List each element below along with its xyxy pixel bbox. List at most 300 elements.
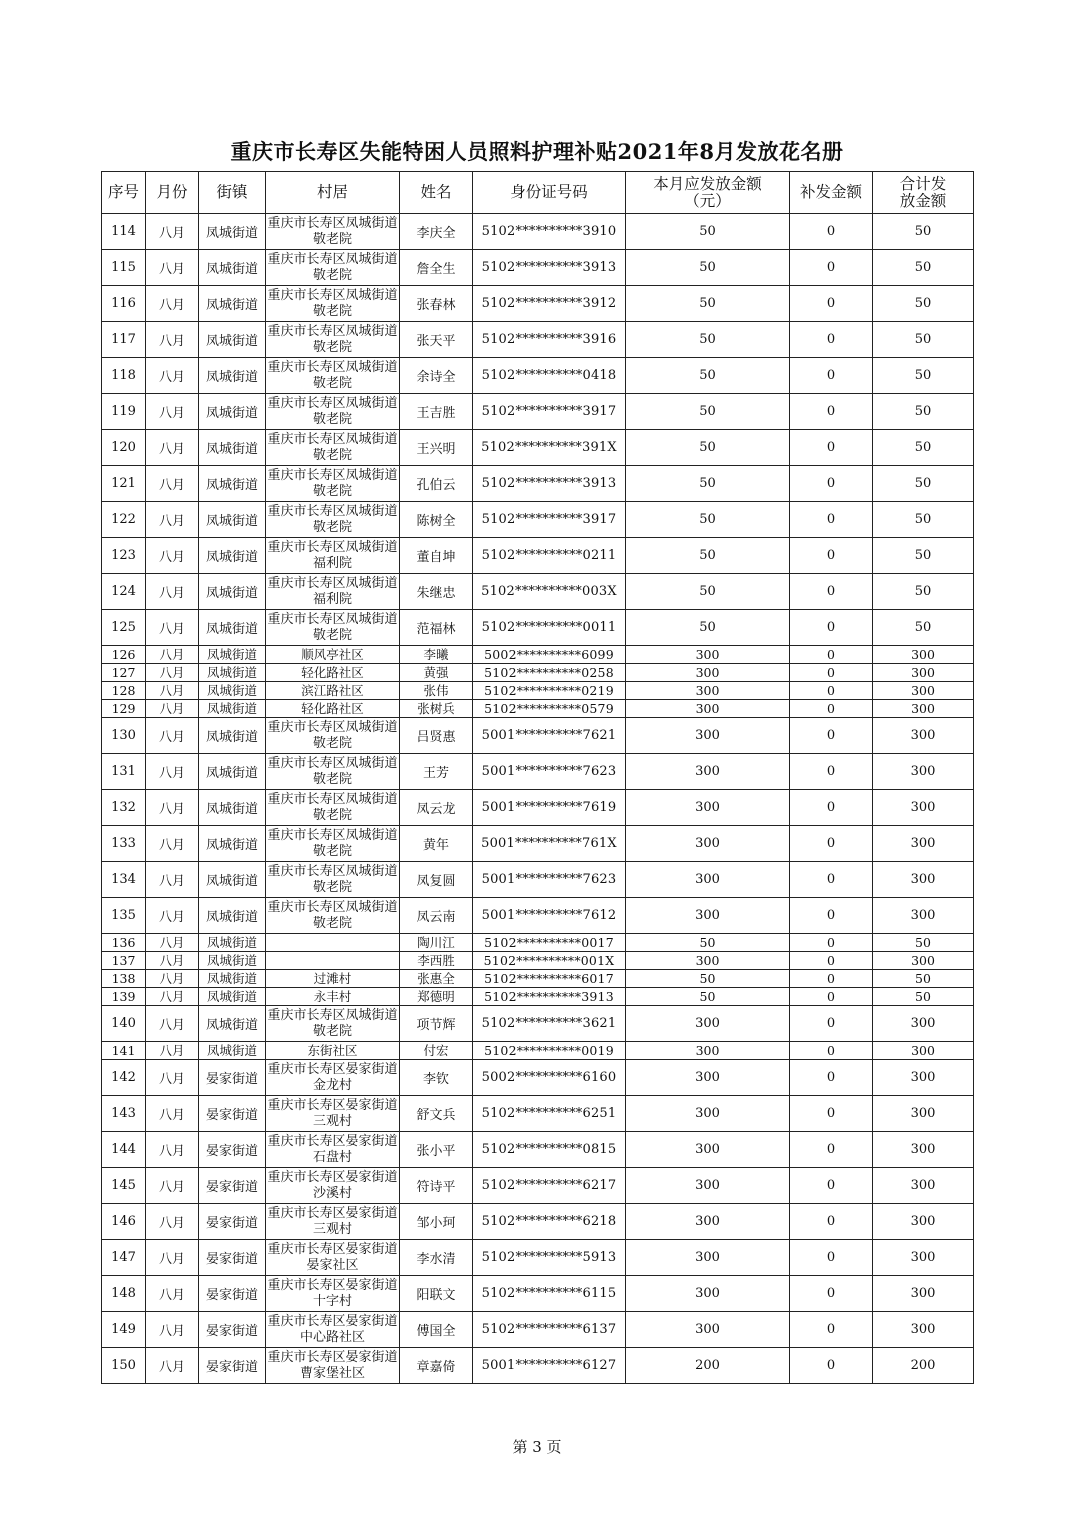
cell-name: 符诗平 [400, 1168, 473, 1204]
cell-amount: 300 [626, 826, 790, 862]
cell-supplement: 0 [790, 934, 873, 952]
cell-name: 董自坤 [400, 538, 473, 574]
cell-month: 八月 [146, 988, 199, 1006]
cell-supplement: 0 [790, 538, 873, 574]
cell-id: 5102**********3912 [473, 286, 626, 322]
cell-town: 凤城街道 [199, 358, 266, 394]
cell-total: 300 [873, 1204, 974, 1240]
cell-supplement: 0 [790, 898, 873, 934]
cell-no: 145 [102, 1168, 146, 1204]
cell-total: 300 [873, 862, 974, 898]
cell-name: 张天平 [400, 322, 473, 358]
table-row [102, 1006, 974, 1042]
cell-village: 重庆市长寿区凤城街道敬老院 [266, 790, 400, 826]
cell-id: 5102**********0019 [473, 1042, 626, 1060]
cell-month: 八月 [146, 1042, 199, 1060]
table-row [102, 430, 974, 466]
cell-no: 132 [102, 790, 146, 826]
cell-total: 300 [873, 700, 974, 718]
table-row [102, 682, 974, 700]
table-row [102, 466, 974, 502]
cell-supplement: 0 [790, 1240, 873, 1276]
cell-town: 凤城街道 [199, 862, 266, 898]
cell-amount: 300 [626, 700, 790, 718]
cell-name: 陶川江 [400, 934, 473, 952]
cell-month: 八月 [146, 610, 199, 646]
cell-name: 余诗全 [400, 358, 473, 394]
cell-name: 张春林 [400, 286, 473, 322]
cell-village: 顺风亭社区 [266, 646, 400, 664]
cell-month: 八月 [146, 1204, 199, 1240]
cell-no: 143 [102, 1096, 146, 1132]
cell-no: 122 [102, 502, 146, 538]
cell-amount: 50 [626, 394, 790, 430]
cell-supplement: 0 [790, 664, 873, 682]
cell-id: 5001**********7619 [473, 790, 626, 826]
cell-supplement: 0 [790, 646, 873, 664]
cell-id: 5102**********0258 [473, 664, 626, 682]
cell-town: 凤城街道 [199, 988, 266, 1006]
cell-no: 134 [102, 862, 146, 898]
cell-no: 142 [102, 1060, 146, 1096]
cell-total: 300 [873, 718, 974, 754]
cell-village: 重庆市长寿区凤城街道敬老院 [266, 250, 400, 286]
cell-town: 凤城街道 [199, 538, 266, 574]
cell-name: 付宏 [400, 1042, 473, 1060]
cell-village: 滨江路社区 [266, 682, 400, 700]
cell-supplement: 0 [790, 214, 873, 250]
cell-total: 50 [873, 250, 974, 286]
cell-total: 50 [873, 538, 974, 574]
cell-town: 凤城街道 [199, 646, 266, 664]
cell-amount: 50 [626, 466, 790, 502]
cell-town: 凤城街道 [199, 754, 266, 790]
roster-table [101, 171, 974, 1384]
cell-total: 300 [873, 1132, 974, 1168]
cell-amount: 50 [626, 214, 790, 250]
cell-total: 300 [873, 646, 974, 664]
table-row [102, 610, 974, 646]
table-row [102, 1042, 974, 1060]
cell-village: 重庆市长寿区凤城街道敬老院 [266, 394, 400, 430]
cell-amount: 300 [626, 1168, 790, 1204]
cell-name: 凤云南 [400, 898, 473, 934]
cell-name: 朱继忠 [400, 574, 473, 610]
cell-no: 131 [102, 754, 146, 790]
cell-month: 八月 [146, 466, 199, 502]
cell-village: 重庆市长寿区凤城街道敬老院 [266, 214, 400, 250]
table-row [102, 862, 974, 898]
cell-amount: 50 [626, 286, 790, 322]
cell-supplement: 0 [790, 1204, 873, 1240]
table-row [102, 214, 974, 250]
document-title: 重庆市长寿区失能特困人员照料护理补贴2021年8月发放花名册 [230, 139, 844, 164]
cell-village: 重庆市长寿区晏家街道中心路社区 [266, 1312, 400, 1348]
cell-village: 过滩村 [266, 970, 400, 988]
cell-id: 5102**********6217 [473, 1168, 626, 1204]
cell-town: 晏家街道 [199, 1240, 266, 1276]
cell-name: 邹小珂 [400, 1204, 473, 1240]
cell-id: 5102**********6218 [473, 1204, 626, 1240]
cell-total: 50 [873, 430, 974, 466]
cell-no: 147 [102, 1240, 146, 1276]
cell-id: 5102**********6115 [473, 1276, 626, 1312]
cell-town: 凤城街道 [199, 250, 266, 286]
table-row [102, 538, 974, 574]
cell-town: 晏家街道 [199, 1132, 266, 1168]
cell-total: 50 [873, 466, 974, 502]
cell-village: 重庆市长寿区晏家街道三观村 [266, 1204, 400, 1240]
cell-village: 重庆市长寿区晏家街道晏家社区 [266, 1240, 400, 1276]
cell-no: 123 [102, 538, 146, 574]
cell-village: 重庆市长寿区凤城街道敬老院 [266, 502, 400, 538]
cell-month: 八月 [146, 1276, 199, 1312]
cell-town: 凤城街道 [199, 898, 266, 934]
cell-town: 凤城街道 [199, 970, 266, 988]
cell-id: 5102**********3913 [473, 250, 626, 286]
cell-village [266, 952, 400, 970]
table-row [102, 1312, 974, 1348]
cell-no: 136 [102, 934, 146, 952]
cell-supplement: 0 [790, 394, 873, 430]
table-row [102, 898, 974, 934]
cell-name: 詹全生 [400, 250, 473, 286]
table-row [102, 394, 974, 430]
cell-no: 125 [102, 610, 146, 646]
cell-name: 傅国全 [400, 1312, 473, 1348]
cell-name: 舒文兵 [400, 1096, 473, 1132]
cell-supplement: 0 [790, 430, 873, 466]
cell-village: 重庆市长寿区凤城街道敬老院 [266, 718, 400, 754]
cell-name: 黄年 [400, 826, 473, 862]
cell-supplement: 0 [790, 574, 873, 610]
cell-town: 凤城街道 [199, 826, 266, 862]
cell-total: 50 [873, 988, 974, 1006]
cell-town: 晏家街道 [199, 1312, 266, 1348]
cell-town: 凤城街道 [199, 214, 266, 250]
table-row [102, 1096, 974, 1132]
cell-total: 50 [873, 322, 974, 358]
cell-month: 八月 [146, 1096, 199, 1132]
cell-supplement: 0 [790, 610, 873, 646]
cell-total: 50 [873, 970, 974, 988]
cell-supplement: 0 [790, 502, 873, 538]
cell-supplement: 0 [790, 1006, 873, 1042]
cell-village: 重庆市长寿区晏家街道三观村 [266, 1096, 400, 1132]
cell-supplement: 0 [790, 754, 873, 790]
cell-name: 李西胜 [400, 952, 473, 970]
cell-month: 八月 [146, 1168, 199, 1204]
cell-no: 116 [102, 286, 146, 322]
cell-village: 重庆市长寿区晏家街道沙溪村 [266, 1168, 400, 1204]
cell-id: 5001**********7612 [473, 898, 626, 934]
cell-amount: 300 [626, 790, 790, 826]
cell-id: 5102**********0011 [473, 610, 626, 646]
column-header-id: 身份证号码 [473, 172, 626, 214]
cell-town: 凤城街道 [199, 394, 266, 430]
table-row [102, 1060, 974, 1096]
cell-no: 115 [102, 250, 146, 286]
cell-town: 凤城街道 [199, 664, 266, 682]
column-header-amount: 本月应发放金额（元） [626, 172, 790, 214]
cell-name: 孔伯云 [400, 466, 473, 502]
cell-amount: 50 [626, 934, 790, 952]
cell-month: 八月 [146, 664, 199, 682]
cell-village: 轻化路社区 [266, 664, 400, 682]
cell-total: 300 [873, 664, 974, 682]
cell-total: 50 [873, 934, 974, 952]
cell-no: 121 [102, 466, 146, 502]
cell-amount: 300 [626, 898, 790, 934]
cell-supplement: 0 [790, 970, 873, 988]
cell-village: 东街社区 [266, 1042, 400, 1060]
cell-supplement: 0 [790, 358, 873, 394]
cell-id: 5001**********6127 [473, 1348, 626, 1384]
cell-town: 凤城街道 [199, 466, 266, 502]
cell-month: 八月 [146, 538, 199, 574]
table-row [102, 952, 974, 970]
cell-total: 200 [873, 1348, 974, 1384]
cell-supplement: 0 [790, 1042, 873, 1060]
cell-no: 119 [102, 394, 146, 430]
cell-name: 李钦 [400, 1060, 473, 1096]
cell-town: 晏家街道 [199, 1204, 266, 1240]
cell-total: 300 [873, 682, 974, 700]
cell-total: 300 [873, 1042, 974, 1060]
cell-supplement: 0 [790, 1168, 873, 1204]
cell-name: 阳联文 [400, 1276, 473, 1312]
cell-name: 凤复圆 [400, 862, 473, 898]
cell-town: 晏家街道 [199, 1348, 266, 1384]
cell-total: 300 [873, 1096, 974, 1132]
cell-month: 八月 [146, 1348, 199, 1384]
cell-amount: 300 [626, 1312, 790, 1348]
cell-month: 八月 [146, 430, 199, 466]
cell-total: 50 [873, 610, 974, 646]
cell-id: 5102**********0579 [473, 700, 626, 718]
cell-town: 晏家街道 [199, 1276, 266, 1312]
cell-month: 八月 [146, 826, 199, 862]
cell-id: 5102**********3917 [473, 394, 626, 430]
cell-name: 凤云龙 [400, 790, 473, 826]
cell-town: 凤城街道 [199, 502, 266, 538]
cell-name: 王兴明 [400, 430, 473, 466]
cell-month: 八月 [146, 862, 199, 898]
cell-amount: 300 [626, 1276, 790, 1312]
cell-month: 八月 [146, 1132, 199, 1168]
cell-amount: 300 [626, 646, 790, 664]
cell-id: 5002**********6160 [473, 1060, 626, 1096]
cell-month: 八月 [146, 574, 199, 610]
cell-supplement: 0 [790, 1348, 873, 1384]
cell-name: 张伟 [400, 682, 473, 700]
cell-total: 50 [873, 358, 974, 394]
table-row [102, 790, 974, 826]
cell-supplement: 0 [790, 250, 873, 286]
cell-total: 50 [873, 394, 974, 430]
page-number: 第 3 页 [512, 1438, 562, 1456]
cell-amount: 50 [626, 988, 790, 1006]
column-header-village: 村居 [266, 172, 400, 214]
cell-no: 141 [102, 1042, 146, 1060]
cell-id: 5001**********761X [473, 826, 626, 862]
cell-no: 127 [102, 664, 146, 682]
cell-id: 5001**********7623 [473, 862, 626, 898]
cell-name: 李庆全 [400, 214, 473, 250]
cell-name: 王吉胜 [400, 394, 473, 430]
cell-month: 八月 [146, 790, 199, 826]
table-row [102, 988, 974, 1006]
cell-village: 重庆市长寿区凤城街道敬老院 [266, 430, 400, 466]
cell-total: 300 [873, 1006, 974, 1042]
cell-month: 八月 [146, 394, 199, 430]
cell-id: 5102**********6017 [473, 970, 626, 988]
cell-month: 八月 [146, 934, 199, 952]
cell-village: 重庆市长寿区凤城街道敬老院 [266, 466, 400, 502]
cell-town: 凤城街道 [199, 1042, 266, 1060]
cell-id: 5102**********0211 [473, 538, 626, 574]
cell-id: 5102**********391X [473, 430, 626, 466]
table-row [102, 502, 974, 538]
cell-name: 章嘉倚 [400, 1348, 473, 1384]
cell-amount: 50 [626, 322, 790, 358]
cell-amount: 300 [626, 862, 790, 898]
cell-id: 5102**********3917 [473, 502, 626, 538]
cell-month: 八月 [146, 1006, 199, 1042]
cell-name: 范福林 [400, 610, 473, 646]
column-header-no: 序号 [102, 172, 146, 214]
cell-no: 118 [102, 358, 146, 394]
cell-month: 八月 [146, 502, 199, 538]
cell-supplement: 0 [790, 1096, 873, 1132]
cell-supplement: 0 [790, 988, 873, 1006]
cell-no: 117 [102, 322, 146, 358]
cell-town: 晏家街道 [199, 1096, 266, 1132]
cell-id: 5102**********003X [473, 574, 626, 610]
cell-month: 八月 [146, 952, 199, 970]
cell-supplement: 0 [790, 1276, 873, 1312]
cell-amount: 300 [626, 754, 790, 790]
cell-month: 八月 [146, 358, 199, 394]
cell-supplement: 0 [790, 718, 873, 754]
cell-no: 144 [102, 1132, 146, 1168]
cell-total: 300 [873, 952, 974, 970]
table-row [102, 574, 974, 610]
table-row [102, 1168, 974, 1204]
cell-village: 重庆市长寿区凤城街道敬老院 [266, 610, 400, 646]
cell-total: 300 [873, 1276, 974, 1312]
cell-no: 130 [102, 718, 146, 754]
cell-town: 凤城街道 [199, 574, 266, 610]
cell-no: 149 [102, 1312, 146, 1348]
cell-total: 50 [873, 574, 974, 610]
cell-id: 5102**********5913 [473, 1240, 626, 1276]
cell-supplement: 0 [790, 286, 873, 322]
table-row [102, 358, 974, 394]
cell-village: 重庆市长寿区晏家街道石盘村 [266, 1132, 400, 1168]
cell-month: 八月 [146, 250, 199, 286]
table-row [102, 250, 974, 286]
cell-amount: 300 [626, 952, 790, 970]
column-header-month: 月份 [146, 172, 199, 214]
table-header-row [102, 172, 974, 214]
cell-town: 凤城街道 [199, 790, 266, 826]
table-row [102, 700, 974, 718]
cell-total: 300 [873, 1240, 974, 1276]
cell-no: 140 [102, 1006, 146, 1042]
cell-id: 5102**********3913 [473, 466, 626, 502]
cell-no: 150 [102, 1348, 146, 1384]
table-row [102, 1276, 974, 1312]
cell-month: 八月 [146, 322, 199, 358]
cell-amount: 300 [626, 1204, 790, 1240]
cell-total: 50 [873, 502, 974, 538]
table-row [102, 970, 974, 988]
cell-amount: 300 [626, 664, 790, 682]
cell-id: 5102**********0219 [473, 682, 626, 700]
cell-month: 八月 [146, 286, 199, 322]
cell-month: 八月 [146, 970, 199, 988]
cell-name: 张小平 [400, 1132, 473, 1168]
cell-amount: 50 [626, 538, 790, 574]
cell-name: 郑德明 [400, 988, 473, 1006]
cell-month: 八月 [146, 646, 199, 664]
cell-village: 重庆市长寿区凤城街道敬老院 [266, 754, 400, 790]
column-header-town: 街镇 [199, 172, 266, 214]
cell-town: 晏家街道 [199, 1060, 266, 1096]
cell-no: 137 [102, 952, 146, 970]
cell-village [266, 934, 400, 952]
cell-no: 139 [102, 988, 146, 1006]
cell-supplement: 0 [790, 1060, 873, 1096]
cell-amount: 300 [626, 1132, 790, 1168]
cell-amount: 300 [626, 682, 790, 700]
cell-id: 5102**********0815 [473, 1132, 626, 1168]
cell-village: 重庆市长寿区凤城街道福利院 [266, 538, 400, 574]
cell-name: 张树兵 [400, 700, 473, 718]
cell-no: 124 [102, 574, 146, 610]
cell-month: 八月 [146, 718, 199, 754]
cell-town: 凤城街道 [199, 934, 266, 952]
cell-village: 重庆市长寿区凤城街道敬老院 [266, 862, 400, 898]
cell-amount: 200 [626, 1348, 790, 1384]
cell-supplement: 0 [790, 322, 873, 358]
cell-total: 300 [873, 898, 974, 934]
cell-town: 凤城街道 [199, 700, 266, 718]
cell-no: 135 [102, 898, 146, 934]
cell-id: 5102**********001X [473, 952, 626, 970]
cell-village: 重庆市长寿区凤城街道敬老院 [266, 1006, 400, 1042]
table-row [102, 826, 974, 862]
table-row [102, 754, 974, 790]
column-header-supplement: 补发金额 [790, 172, 873, 214]
cell-town: 晏家街道 [199, 1168, 266, 1204]
table-row [102, 934, 974, 952]
cell-supplement: 0 [790, 1312, 873, 1348]
cell-no: 128 [102, 682, 146, 700]
cell-amount: 50 [626, 970, 790, 988]
cell-id: 5002**********6099 [473, 646, 626, 664]
cell-no: 138 [102, 970, 146, 988]
cell-village: 永丰村 [266, 988, 400, 1006]
cell-month: 八月 [146, 898, 199, 934]
cell-town: 凤城街道 [199, 952, 266, 970]
cell-name: 项节辉 [400, 1006, 473, 1042]
cell-id: 5102**********0017 [473, 934, 626, 952]
cell-village: 重庆市长寿区凤城街道敬老院 [266, 322, 400, 358]
cell-amount: 300 [626, 1006, 790, 1042]
cell-village: 重庆市长寿区凤城街道敬老院 [266, 898, 400, 934]
